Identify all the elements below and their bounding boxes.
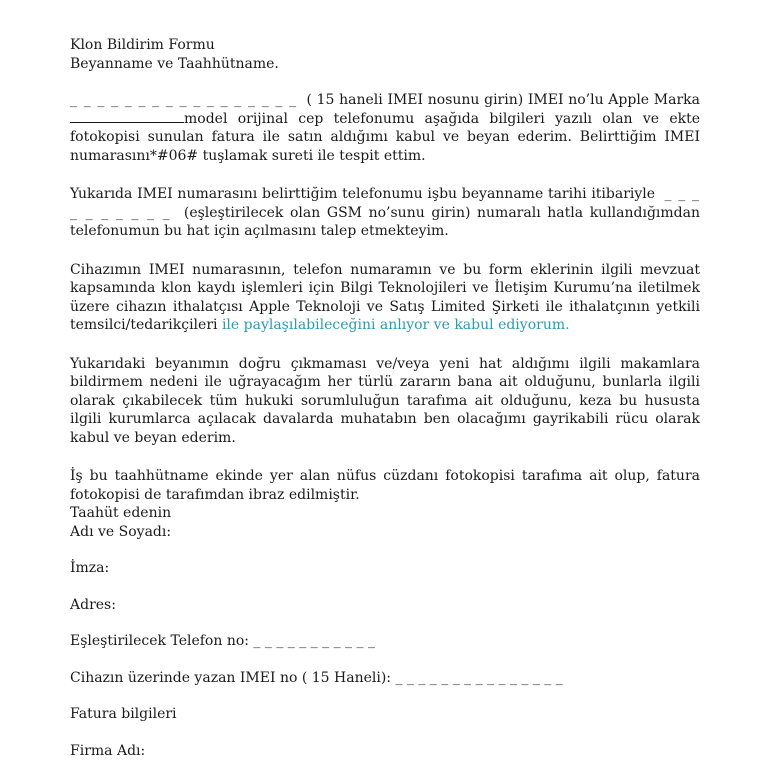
paragraph-imei-declaration — [70, 91, 700, 165]
device-imei-field-label: Cihazın üzerinde yazan IMEI no ( 15 Haneli): _ _ _ _ _ _ _ _ _ _ _ _ _ _ _ — [70, 669, 563, 686]
gsm-blank-b: _ _ _ _ — [115, 204, 171, 221]
brand-prefix: Marka — [653, 92, 701, 108]
paragraph-data-sharing-accent: ile paylaşılabileceğini anlıyor ve kabul ediyorum. — [221, 317, 570, 333]
phone-field-label: Eşleştirilecek Telefon no: _ _ _ _ _ _ _ _ _ _ _ — [70, 633, 375, 649]
document-page — [70, 36, 700, 760]
paragraph-liability: Yukarıdaki beyanımın doğru çıkmaması ve/veya yeni hat aldığımı ilgili makamlara bildirmem nedeni ile uğrayacağım her türlü zararın bana ait olduğunu, bunlarla ilgili olarak çıkabilecek tüm hukuki sorumluluğun tarafıma ait olduğunu, keza bu hususta ilgili kurumlarca açılacak davalarda muhatabın ben olacağımı gayrikabili rücu olarak kabul ve beyan ederim. — [70, 355, 700, 446]
form-title: Klon Bildirim Formu — [70, 37, 215, 53]
imei-hint: ( 15 haneli IMEI nosunu girin) IMEI no’lu Apple — [306, 92, 650, 108]
paragraph-line-rest: (eşleştirilecek olan GSM no’sunu girin) numaralı hatla kullandığımdan telefonumun bu hat için açılmasını talep etmekteyim. — [70, 204, 700, 239]
model-blank-line — [70, 110, 184, 123]
paragraph-attachments: İş bu taahhütname ekinde yer alan nüfus cüzdanı fotokopisi tarafıma ait olup, fatura fotokopisi de tarafımdan ibraz edilmiştir. — [70, 468, 700, 503]
paragraph-data-sharing-text: Cihazımın IMEI numarasının, telefon numaramın ve bu form eklerinin ilgili mevzuat kapsamında klon kaydı işlemleri için Bilgi Teknolojileri ve İletişim Kurumu’na iletilmek üzere cihazın ithalatçısı Apple Teknoloji ve Satış Limited Şirketi ile ithalatçının yetkili temsilci/tedarikçileri — [70, 261, 700, 333]
imei-blank: _ _ _ _ _ _ _ _ _ _ _ _ _ _ _ _ _ — [70, 92, 298, 108]
committer-label: Taahüt edenin — [70, 505, 172, 521]
paragraph-line-request — [70, 185, 700, 241]
form-subtitle: Beyanname ve Taahhütname. — [70, 55, 279, 72]
gsm-blank-a: _ _ _ _ _ _ — [70, 186, 700, 221]
invoice-info-label: Fatura bilgileri — [70, 706, 177, 722]
address-field-label: Adres: — [70, 596, 116, 613]
name-field-label: Adı ve Soyadı: — [70, 523, 172, 540]
paragraph-data-sharing — [70, 261, 700, 335]
paragraph-imei-rest: model orijinal cep telefonumu aşağıda bilgileri yazılı olan ve ekte fotokopisi sunulan fatura ile satın aldığımı kabul ve beyan ederim. Belirttiğim IMEI numarasını*#06# tuşlamak sureti ile tespit ettim. — [70, 110, 700, 164]
signature-field-label: İmza: — [70, 560, 110, 576]
company-name-label: Firma Adı: — [70, 742, 146, 759]
paragraph-line-start: Yukarıda IMEI numarasını belirttiğim telefonumu işbu beyanname tarihi itibariyle — [70, 186, 656, 202]
